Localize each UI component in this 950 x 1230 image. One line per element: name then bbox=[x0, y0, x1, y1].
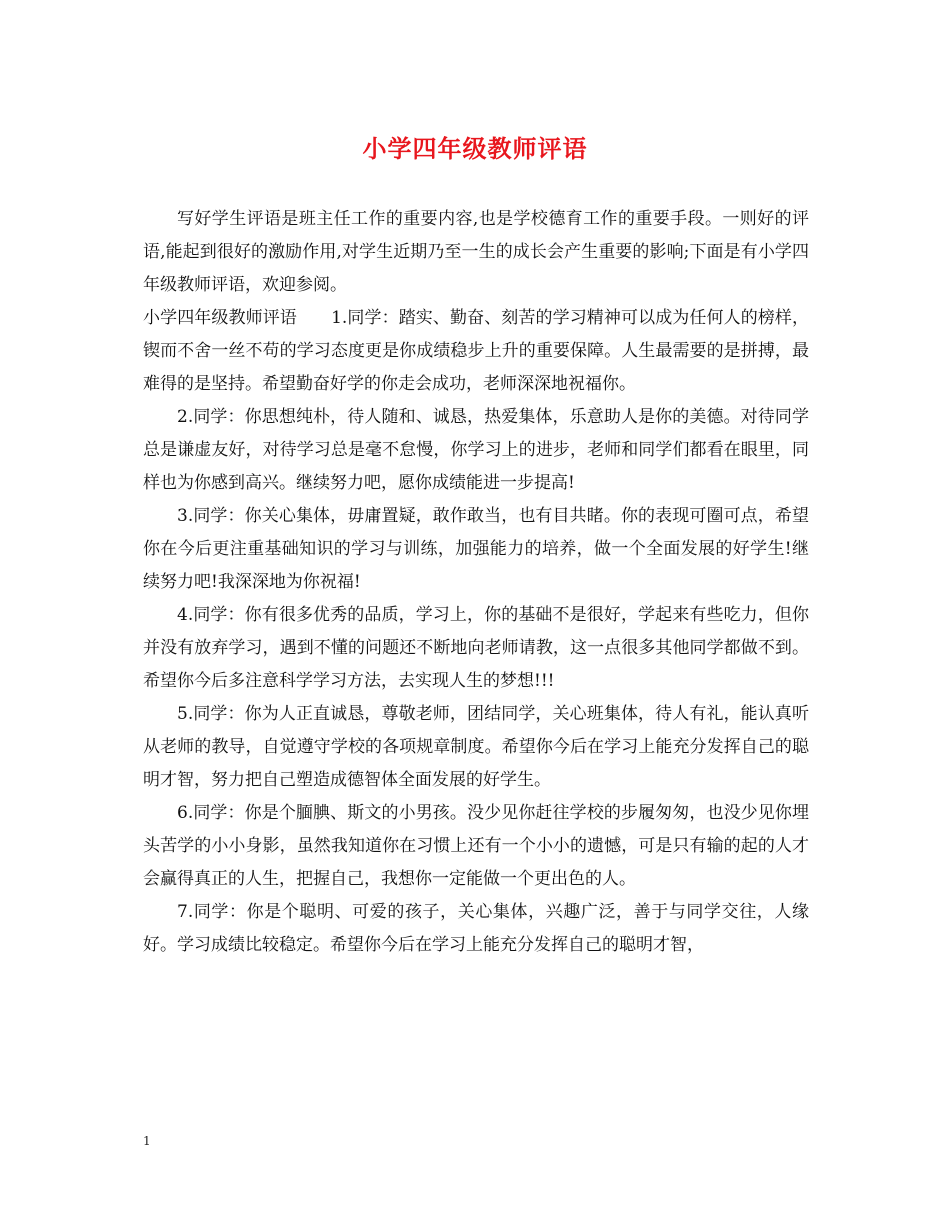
comment-paragraph-4: 4.同学：你有很多优秀的品质，学习上，你的基础不是很好，学起来有些吃力，但你并没有放弃学习，遇到不懂的问题还不断地向老师请教，这一点很多其他同学都做不到。希望你今后多注意科学学习方法，去实现人生的梦想!!! bbox=[143, 605, 809, 691]
intro-paragraph: 写好学生评语是班主任工作的重要内容,也是学校德育工作的重要手段。一则好的评语,能起到很好的激励作用,对学生近期乃至一生的成长会产生重要的影响;下面是有小学四年级教师评语，欢迎参阅。 bbox=[143, 209, 809, 295]
comment-paragraph-7: 7.同学：你是个聪明、可爱的孩子，关心集体，兴趣广泛，善于与同学交往，人缘好。学习成绩比较稳定。希望你今后在学习上能充分发挥自己的聪明才智， bbox=[143, 902, 809, 955]
page-number: 1 bbox=[143, 1134, 151, 1148]
document-body bbox=[143, 203, 809, 962]
comment-paragraph-5: 5.同学：你为人正直诚恳，尊敬老师，团结同学，关心班集体，待人有礼，能认真听从老师的教导，自觉遵守学校的各项规章制度。希望你今后在学习上能充分发挥自己的聪明才智，努力把自己塑造成德智体全面发展的好学生。 bbox=[143, 704, 809, 790]
comment-paragraph-1: 小学四年级教师评语 1.同学：踏实、勤奋、刻苦的学习精神可以成为任何人的榜样，锲而不舍一丝不苟的学习态度更是你成绩稳步上升的重要保障。人生最需要的是拼搏，最难得的是坚持。希望勤奋好学的你走会成功，老师深深地祝福你。 bbox=[143, 308, 809, 394]
comment-paragraph-6: 6.同学：你是个腼腆、斯文的小男孩。没少见你赶往学校的步履匆匆，也没少见你埋头苦学的小小身影，虽然我知道你在习惯上还有一个小小的遗憾，可是只有输的起的人才会赢得真正的人生，把握自己，我想你一定能做一个更出色的人。 bbox=[143, 803, 809, 889]
page-title: 小学四年级教师评语 bbox=[362, 135, 588, 163]
comment-paragraph-2: 2.同学：你思想纯朴，待人随和、诚恳，热爱集体，乐意助人是你的美德。对待同学总是谦虚友好，对待学习总是毫不怠慢，你学习上的进步，老师和同学们都看在眼里，同样也为你感到高兴。继续努力吧，愿你成绩能进一步提高! bbox=[143, 407, 809, 493]
comment-paragraph-3: 3.同学：你关心集体，毋庸置疑，敢作敢当，也有目共睹。你的表现可圈可点，希望你在今后更注重基础知识的学习与训练，加强能力的培养，做一个全面发展的好学生!继续努力吧!我深深地为你祝福! bbox=[143, 506, 809, 592]
